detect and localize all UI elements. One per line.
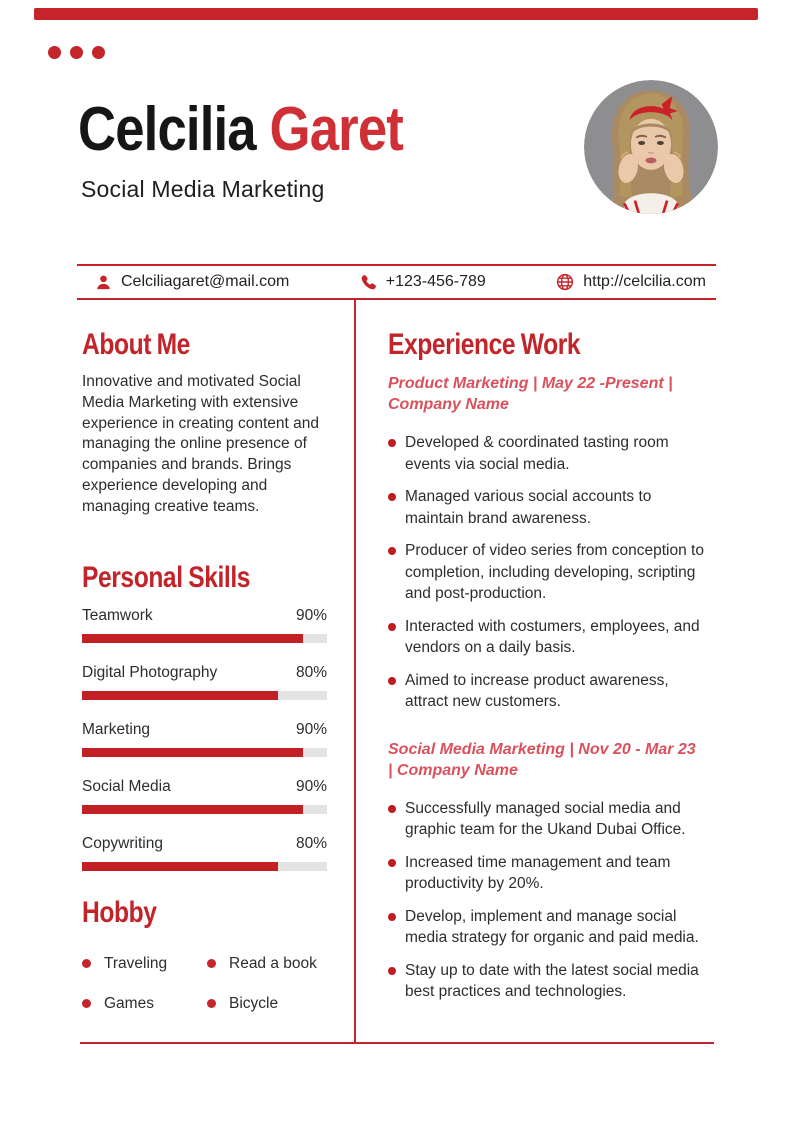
skill-label: Digital Photography: [82, 664, 218, 681]
hobby-item: [82, 954, 207, 973]
skill-row: [82, 777, 327, 814]
skill-percent: 80%: [295, 835, 327, 852]
hobby-title: Hobby: [82, 896, 157, 929]
skill-label: Marketing: [82, 721, 151, 738]
skill-row: [82, 606, 327, 643]
hobby-label: Read a book: [229, 955, 317, 972]
bullet-icon: [82, 999, 91, 1008]
experience-jobs: [388, 373, 713, 1014]
website-text: http://celcilia.com: [583, 273, 706, 290]
skill-row: [82, 720, 327, 757]
hobby-item: [207, 954, 332, 973]
job-bullet: Develop, implement and manage social media strategy for organic and paid media.: [388, 906, 705, 949]
profile-photo: [584, 80, 718, 214]
bullet-icon: [207, 959, 216, 968]
contact-phone: [360, 273, 486, 291]
skill-bar-track: [82, 805, 327, 814]
job-entry: [388, 739, 713, 1003]
hobby-label: Games: [104, 995, 154, 1012]
first-name: Celcilia: [78, 95, 270, 164]
hobby-item: [82, 994, 207, 1013]
dot-icon: [70, 46, 83, 59]
hobby-item: [207, 994, 332, 1013]
decorative-dots: [48, 46, 105, 59]
skills-list: [82, 606, 327, 891]
job-bullet: Successfully managed social media and graphic team for the Ukand Dubai Office.: [388, 798, 705, 841]
last-name: Garet: [269, 95, 403, 164]
bullet-icon: [82, 959, 91, 968]
email-text: Celciliagaret@mail.com: [121, 273, 290, 290]
job-entry: [388, 373, 713, 713]
skill-row: [82, 663, 327, 700]
about-me-title: About Me: [82, 328, 190, 361]
phone-text: +123-456-789: [385, 273, 486, 290]
about-me-text: Innovative and motivated Social Media Marketing with extensive experience in creating content and managing the online presence of companies and brands. Brings experience developing and managing creative teams.: [82, 373, 319, 515]
job-title-subtitle: Social Media Marketing: [81, 176, 325, 202]
job-bullet: Developed & coordinated tasting room events via social media.: [388, 432, 705, 475]
job-bullet-list: [388, 798, 713, 1003]
portrait-illustration: [584, 80, 718, 214]
skill-row: [82, 834, 327, 871]
phone-icon: [360, 274, 377, 291]
job-bullet: Aimed to increase product awareness, attract new customers.: [388, 670, 705, 713]
skill-percent: 90%: [295, 721, 327, 738]
job-bullet: Interacted with costumers, employees, and vendors on a daily basis.: [388, 616, 705, 659]
skill-label: Social Media: [82, 778, 171, 795]
column-divider: [354, 300, 356, 1042]
job-heading: Product Marketing | May 22 -Present | Company Name: [388, 375, 673, 413]
contact-bar: [77, 264, 716, 300]
skill-bar-fill: [82, 634, 303, 643]
personal-skills-title: Personal Skills: [82, 561, 251, 594]
skill-bar-track: [82, 634, 327, 643]
person-name: [78, 97, 403, 162]
job-bullet: Producer of video series from conception to completion, including developing, scripting and post-production.: [388, 540, 705, 605]
skill-percent: 80%: [295, 664, 327, 681]
skill-bar-track: [82, 748, 327, 757]
skill-bar-fill: [82, 862, 278, 871]
bullet-icon: [207, 999, 216, 1008]
job-bullet: Managed various social accounts to maintain brand awareness.: [388, 486, 705, 529]
skill-percent: 90%: [295, 607, 327, 624]
skill-bar-track: [82, 691, 327, 700]
skill-bar-track: [82, 862, 327, 871]
skill-bar-fill: [82, 805, 303, 814]
skill-bar-fill: [82, 691, 278, 700]
contact-website: [556, 273, 706, 291]
top-accent-bar: [34, 8, 758, 20]
contact-email: [95, 273, 289, 291]
job-bullet: Stay up to date with the latest social media best practices and technologies.: [388, 960, 705, 1003]
experience-work-title: Experience Work: [388, 328, 581, 361]
job-bullet: Increased time management and team productivity by 20%.: [388, 852, 705, 895]
globe-icon: [556, 273, 574, 291]
skill-percent: 90%: [295, 778, 327, 795]
dot-icon: [48, 46, 61, 59]
hobby-list: [82, 954, 332, 1013]
skill-label: Teamwork: [82, 607, 153, 624]
job-heading: Social Media Marketing | Nov 20 - Mar 23 | Company Name: [388, 740, 696, 779]
skill-label: Copywriting: [82, 835, 163, 852]
job-bullet-list: [388, 432, 713, 713]
skill-bar-fill: [82, 748, 303, 757]
hobby-label: Traveling: [104, 955, 168, 972]
hobby-label: Bicycle: [229, 995, 279, 1012]
dot-icon: [92, 46, 105, 59]
person-icon: [95, 274, 112, 291]
bottom-divider-line: [80, 1042, 714, 1044]
